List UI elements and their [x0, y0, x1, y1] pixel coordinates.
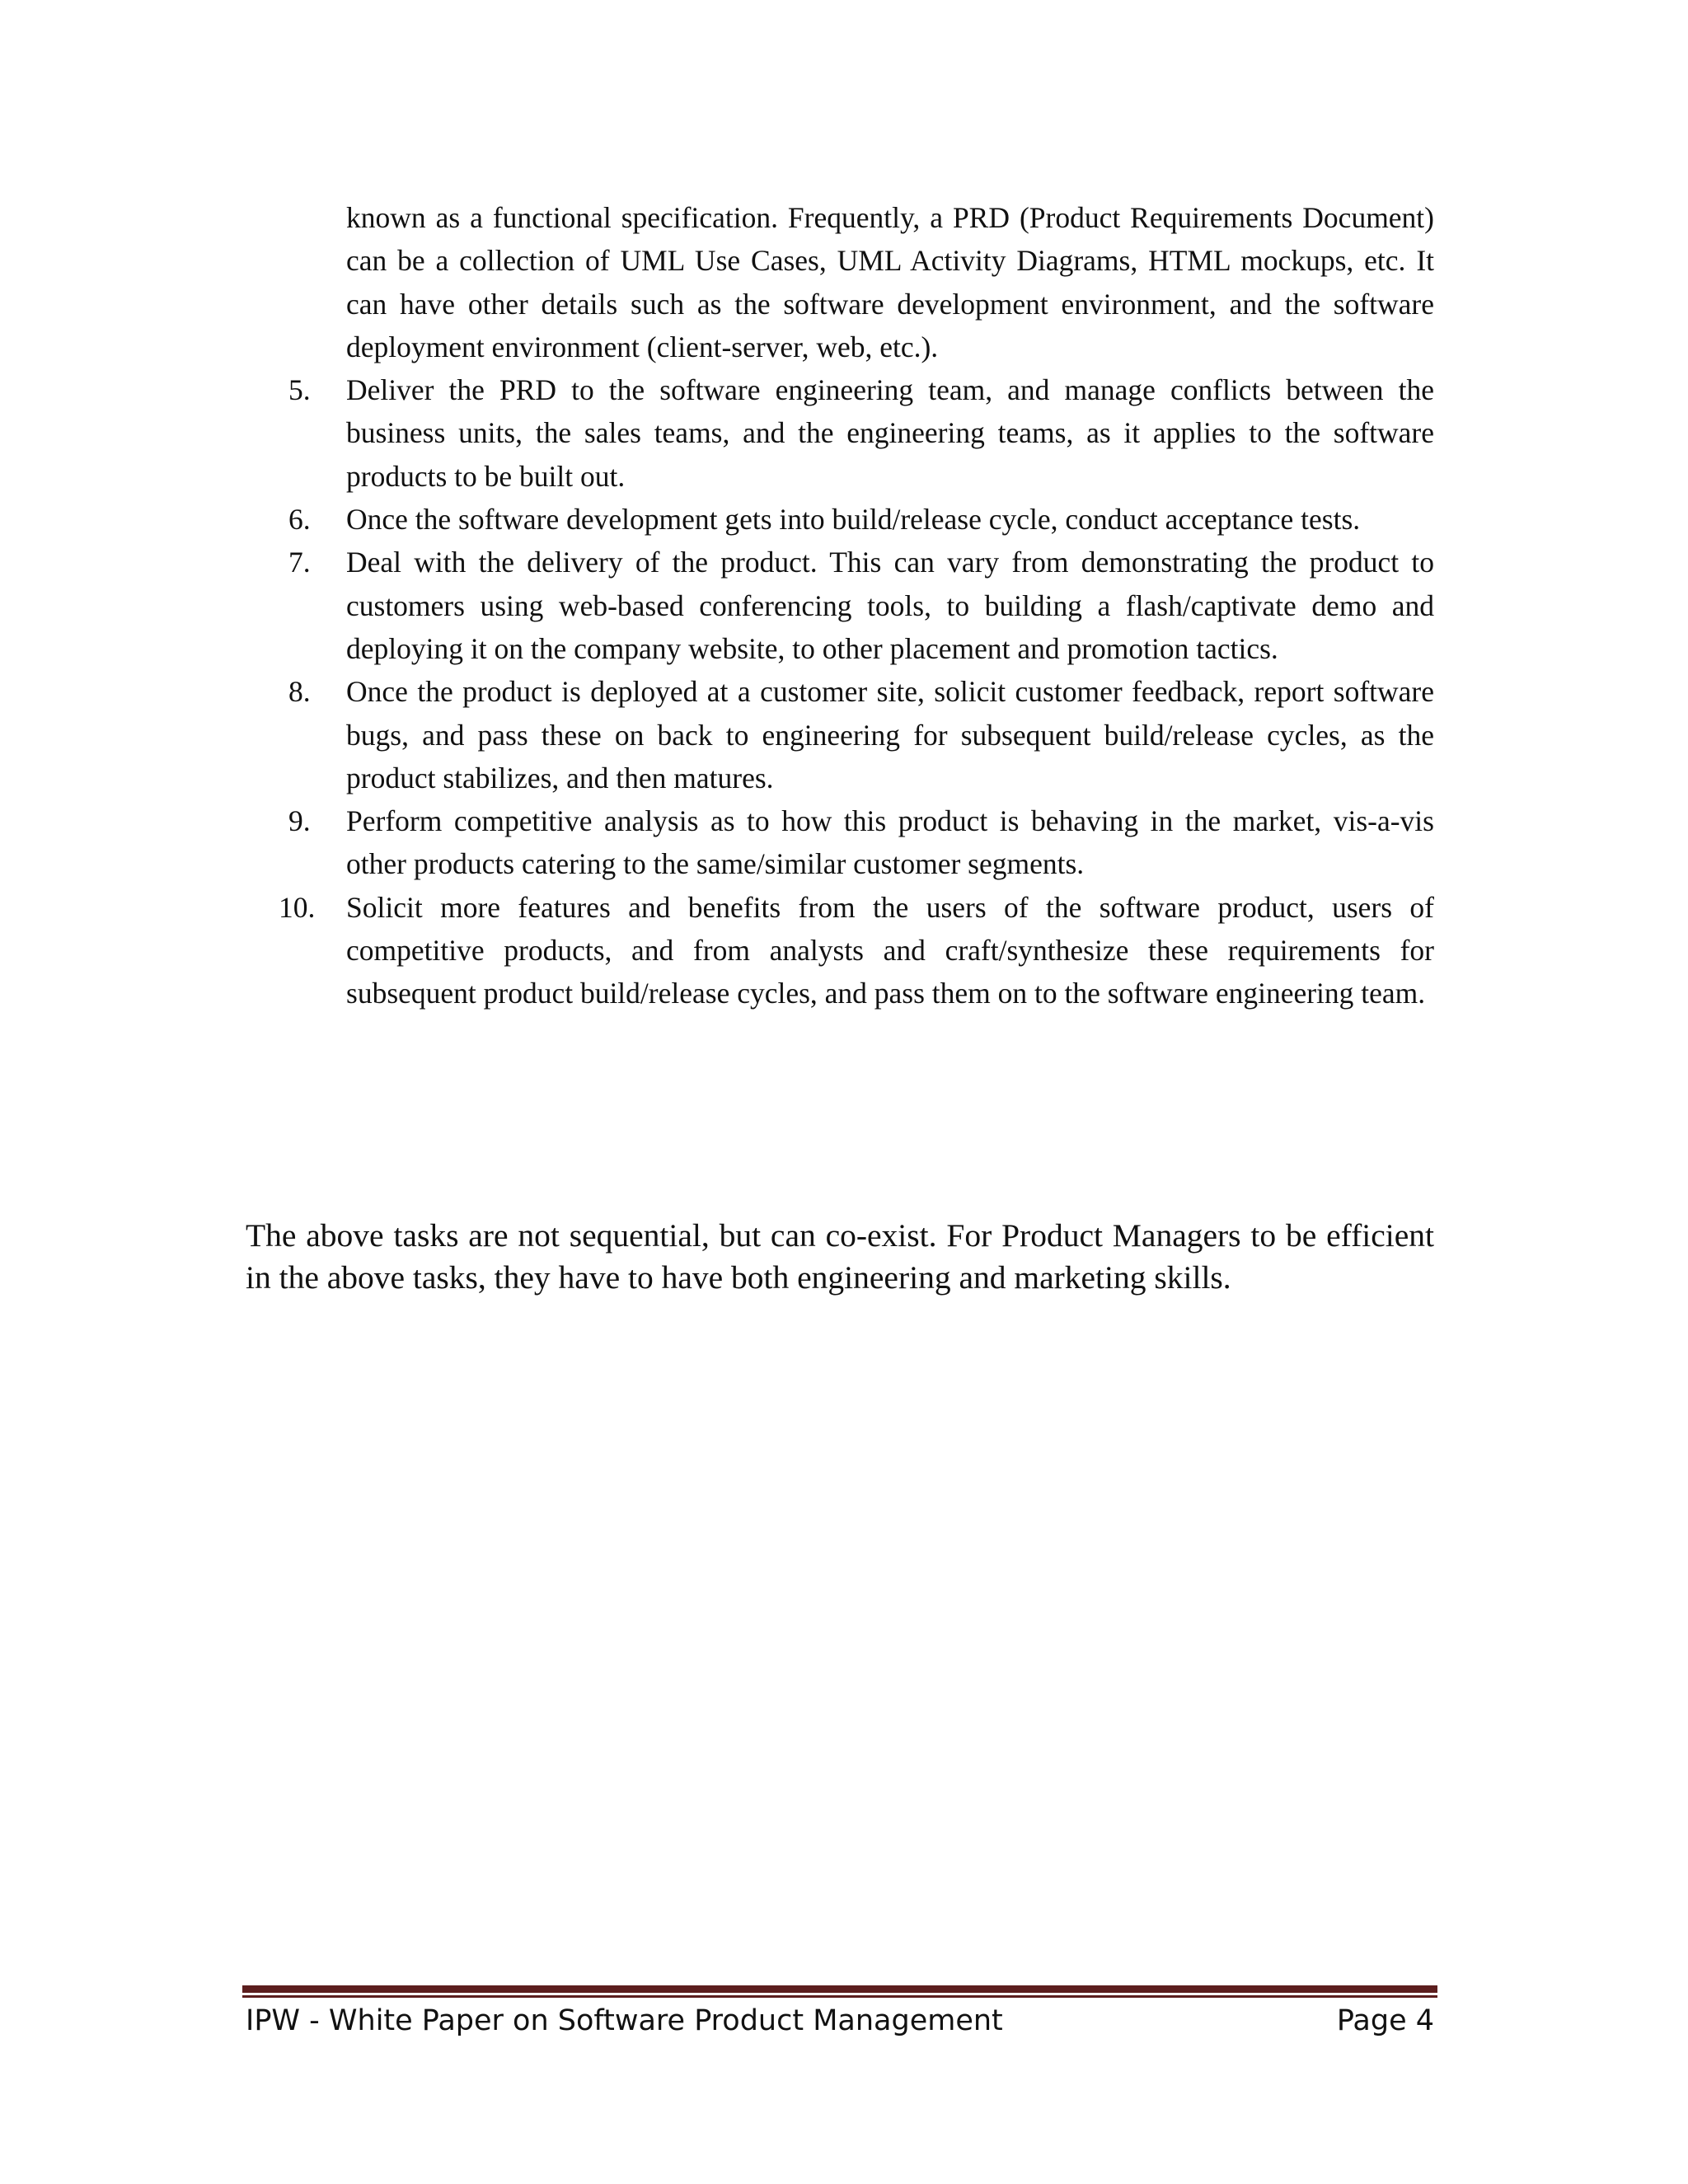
list-item	[288, 799, 1434, 886]
footer-rule-thin	[242, 1995, 1437, 1998]
list-item-text: Once the product is deployed at a customer site, solicit customer feedback, report software bugs, and pass these on back to engineering for subsequent build/release cycles, as the product stabilizes, and then matures.	[346, 675, 1434, 794]
list-item-number: 10.	[279, 890, 316, 924]
list-item-text: Deliver the PRD to the software engineering team, and manage conflicts between the business units, the sales teams, and the engineering teams, as it applies to the software products to be built out.	[346, 373, 1434, 493]
list-item-number: 7.	[288, 546, 311, 579]
list-item	[288, 541, 1434, 670]
list-item	[288, 368, 1434, 498]
list-item-text: Solicit more features and benefits from the users of the software product, users of competitive products, and from analysts and craft/synthesize these requirements for subsequent product build/release cycles, and pass them on to the software engineering team.	[346, 890, 1434, 1010]
list-item	[288, 670, 1434, 799]
list-item	[288, 498, 1434, 541]
list-item-text: Perform competitive analysis as to how this product is behaving in the market, vis-a-vis other products catering to the same/similar customer segments.	[346, 804, 1434, 881]
list-item-continuation	[288, 196, 1434, 368]
footer-title: IPW - White Paper on Software Product Management	[246, 2004, 1003, 2037]
list-item-number: 6.	[288, 503, 311, 537]
list-item-text: known as a functional specification. Frequently, a PRD (Product Requirements Document) can be a collection of UML Use Cases, UML Activity Diagrams, HTML mockups, etc. It can have other details such as the software development environment, and the software deployment environment (client-server, web, etc.).	[346, 201, 1434, 363]
footer-rule-thick	[242, 1985, 1437, 1993]
page-number: Page 4	[1336, 2004, 1434, 2037]
list-item-text: Once the software development gets into build/release cycle, conduct acceptance tests.	[346, 503, 1361, 537]
list-item-text: Deal with the delivery of the product. This can vary from demonstrating the product to customers using web-based conferencing tools, to building a flash/captivate demo and deploying it on the company website, to other placement and promotion tactics.	[346, 546, 1434, 665]
list-item-number: 9.	[288, 804, 311, 838]
closing-paragraph: The above tasks are not sequential, but can co-exist. For Product Managers to be efficient in the above tasks, they have to have both engineering and marketing skills.	[246, 1217, 1434, 1296]
task-list	[279, 196, 1434, 1015]
list-item-number: 5.	[288, 373, 311, 407]
list-item	[279, 886, 1434, 1015]
list-item-number: 8.	[288, 675, 311, 709]
